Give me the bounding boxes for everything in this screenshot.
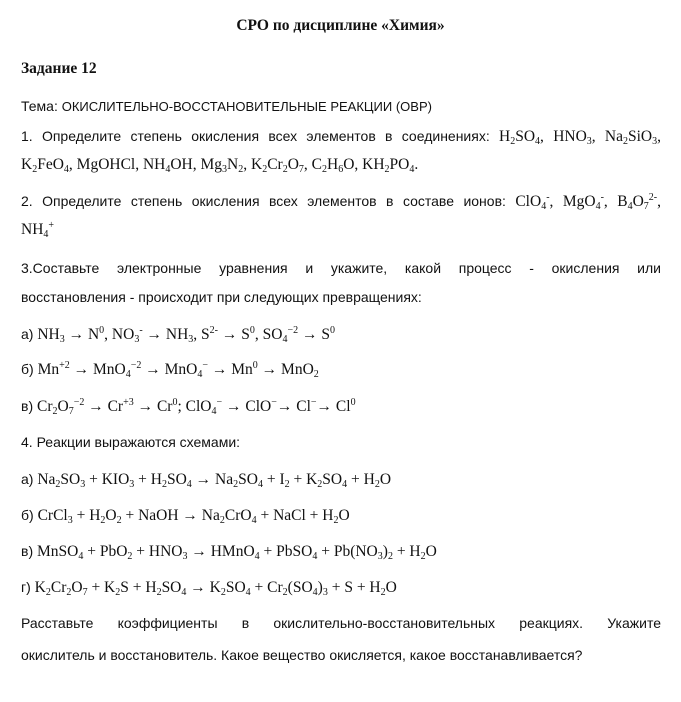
task3-c-label: в) bbox=[21, 398, 34, 414]
task4-item-d: г) $K_2Cr_2O_7 + K_2S + H_2SO_4 \to K_2SO_4 + Cr_2(SO_4)_3 + S + H_2O$ bbox=[21, 579, 397, 598]
task1-line1 bbox=[21, 126, 661, 147]
task2-intro: 2. Определите степень окисления всех элементов в составе ионов: bbox=[21, 193, 506, 209]
task3-line2 bbox=[21, 287, 661, 308]
task2-line1 bbox=[21, 191, 661, 212]
task4-item-c: в) MnSO$_4$ + $PbO_2 + HNO_3$ → HMnO$_4$ + PbSO$_4$ + $Pb(NO_3)_2 + H_2O$ bbox=[21, 543, 437, 562]
task4-c-label: в) bbox=[21, 543, 34, 559]
task4-d-label: г) bbox=[21, 579, 31, 595]
closing-text1: Расставьте коэффициенты в окислительно-восстановительных реакциях. Укажите bbox=[21, 615, 661, 631]
closing-line1 bbox=[21, 613, 661, 634]
task3-item-a: а) $NH_3 \to N^0$, $NO_3^- \to NH_3$, $S^{2-} \to S^0$, $SO_4^{-2} \to S^0$ bbox=[21, 325, 335, 345]
task4-item-a: а) $Na_2SO_3 + KIO_3 + H_2SO_4 \to Na_2SO_4 + I_2 + K_2SO_4 + H_2O$ bbox=[21, 471, 392, 490]
task3-item-b: б) $Mn^{+2} \to MnO_4^{-2} \to MnO_4^- \to Mn^0 \to MnO_2$ bbox=[21, 360, 319, 380]
topic-line bbox=[21, 96, 661, 117]
task1-formulas-1: $H_2SO_4$, $HNO_3$, $Na_2SiO_3$, bbox=[499, 128, 661, 147]
task3-line1 bbox=[21, 258, 661, 279]
topic-label: Тема: bbox=[21, 98, 58, 114]
document-title: СРО по дисциплине «Химия» bbox=[236, 17, 445, 34]
task4-a-label: а) bbox=[21, 471, 34, 487]
task3-a-label: а) bbox=[21, 326, 34, 342]
task4-item-b: б) CrCl$_3$ + $H_2O_2$ + NaOH → $Na_2CrO_4$ + NaCl + $H_2O$ bbox=[21, 507, 350, 526]
task1-intro: 1. Определите степень окисления всех элементов в соединениях: bbox=[21, 128, 490, 144]
task3-item-c: в) $Cr_2O_7^{-2} \to Cr^{+3} \to Cr^0$; $ClO_4^- \to ClO^-\to Cl^-\to Cl^0$ bbox=[21, 397, 356, 417]
closing-text2: окислитель и восстановитель. Какое вещество окисляется, какое восстанавливается? bbox=[21, 647, 583, 663]
task3-text2: восстановления - происходит при следующих превращениях: bbox=[21, 289, 422, 305]
task3-b-label: б) bbox=[21, 361, 34, 377]
task4-b-label: б) bbox=[21, 507, 34, 523]
task-number: Задание 12 bbox=[21, 60, 97, 77]
task4-intro: 4. Реакции выражаются схемами: bbox=[21, 434, 241, 450]
closing-line2 bbox=[21, 645, 661, 666]
task3-text1: 3.Составьте электронные уравнения и укажите, какой процесс - окисления или bbox=[21, 260, 661, 276]
task2-ions: ClO$_4$-, MgO$_4$-, $B_4O_7^{2-}$, bbox=[515, 192, 661, 212]
task4-intro-line bbox=[21, 432, 661, 453]
task2-ion-nh4: $NH_4^+$ bbox=[21, 220, 55, 240]
topic-text: ОКИСЛИТЕЛЬНО-ВОССТАНОВИТЕЛЬНЫЕ РЕАКЦИИ (ОВР) bbox=[61, 99, 432, 114]
task1-formulas-2: $K_2FeO_4$, MgOHCl, $NH_4OH$, $Mg_3N_2$, $K_2Cr_2O_7$, $C_2H_6O$, $KH_2PO_4$. bbox=[21, 156, 419, 175]
